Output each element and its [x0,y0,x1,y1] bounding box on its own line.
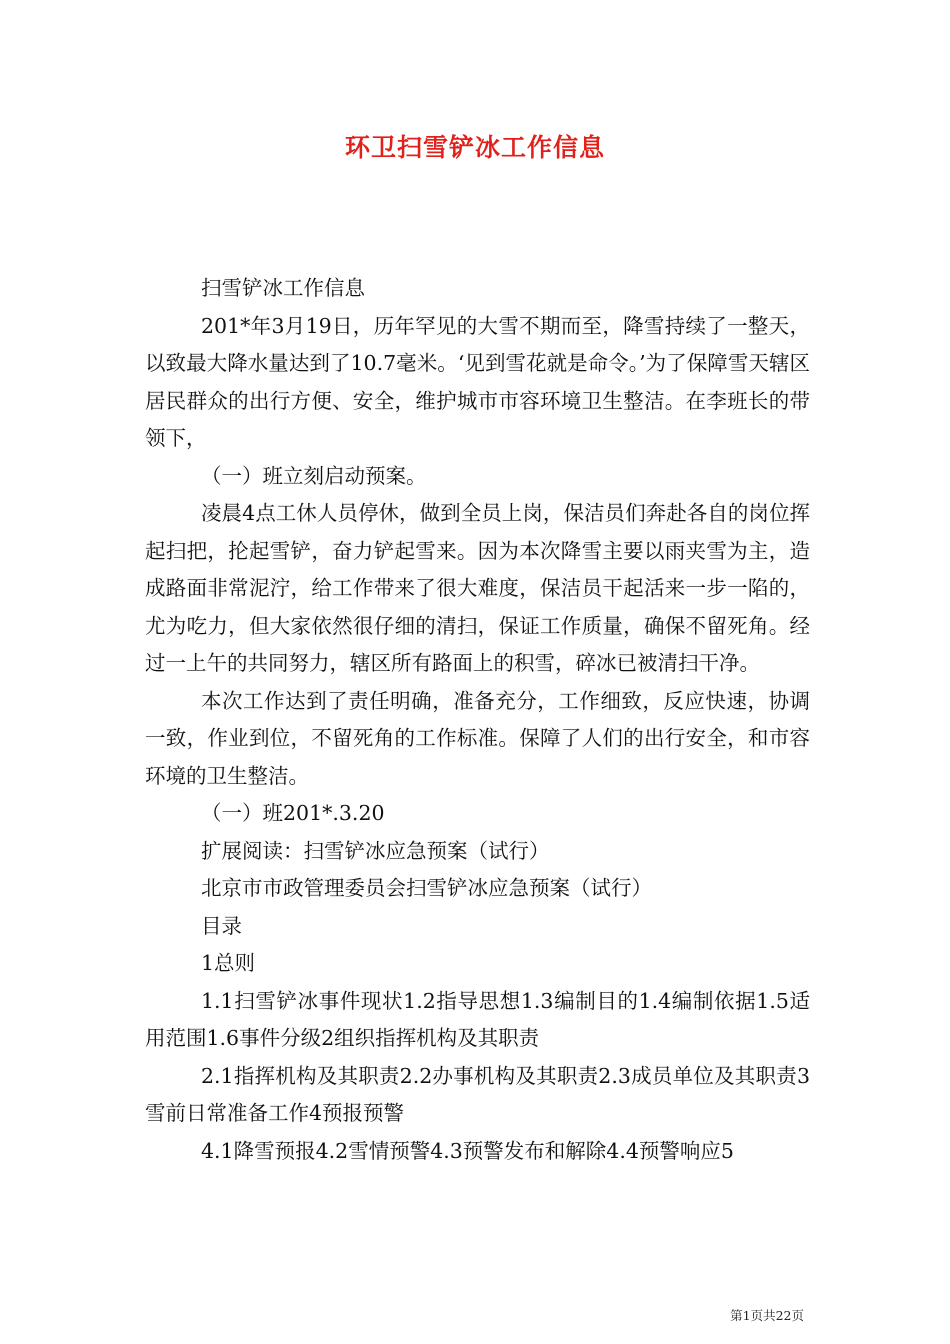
paragraph-team-plan: （一）班立刻启动预案。 [201,463,427,488]
paragraph-work-detail: 凌晨4点工休人员停休，做到全员上岗，保洁员们奔赴各自的岗位挥起扫把，抡起雪铲，奋力铲起雪来。因为本次降雪主要以雨夹雪为主，造成路面非常泥泞，给工作带来了很大难度，保洁员干起活来一步一陷的，尤为吃力，但大家依然很仔细的清扫，保证工作质量，确保不留死角。经过一上午的共同努力，辖区所有路面上的积雪，碎冰已被清扫干净。 [145,501,810,675]
paragraph-toc-heading: 目录 [201,913,242,938]
paragraph-extended-reading: 扩展阅读：扫雪铲冰应急预案（试行） [201,838,550,863]
document-body [145,270,810,1170]
paragraph-intro: 201*年3月19日，历年罕见的大雪不期而至，降雪持续了一整天，以致最大降水量达到了10.7毫米。‘见到雪花就是命令。’为了保障雪天辖区居民群众的出行方便、安全，维护城市市容环境卫生整洁。在李班长的带领下， [145,313,810,450]
paragraph-toc-1: 1总则 [201,951,256,975]
paragraph-summary: 本次工作达到了责任明确，准备充分，工作细致，反应快速，协调一致，作业到位，不留死角的工作标准。保障了人们的出行安全，和市容环境的卫生整洁。 [145,688,810,788]
paragraph-toc-1-items: 1.1扫雪铲冰事件现状1.2指导思想1.3编制目的1.4编制依据1.5适用范围1.6事件分级2组织指挥机构及其职责 [145,988,810,1050]
document-title: 环卫扫雪铲冰工作信息 [344,133,605,162]
paragraph-toc-2-items: 2.1指挥机构及其职责2.2办事机构及其职责2.3成员单位及其职责3雪前日常准备工作4预报预警 [145,1063,810,1125]
page-number: 第1页共22页 [730,1308,804,1323]
paragraph-heading: 扫雪铲冰工作信息 [201,276,365,300]
paragraph-signature: （一）班201*.3.20 [201,801,385,825]
paragraph-plan-title: 北京市市政管理委员会扫雪铲冰应急预案（试行） [201,876,652,900]
paragraph-toc-4-items: 4.1降雪预报4.2雪情预警4.3预警发布和解除4.4预警响应5 [201,1138,734,1163]
